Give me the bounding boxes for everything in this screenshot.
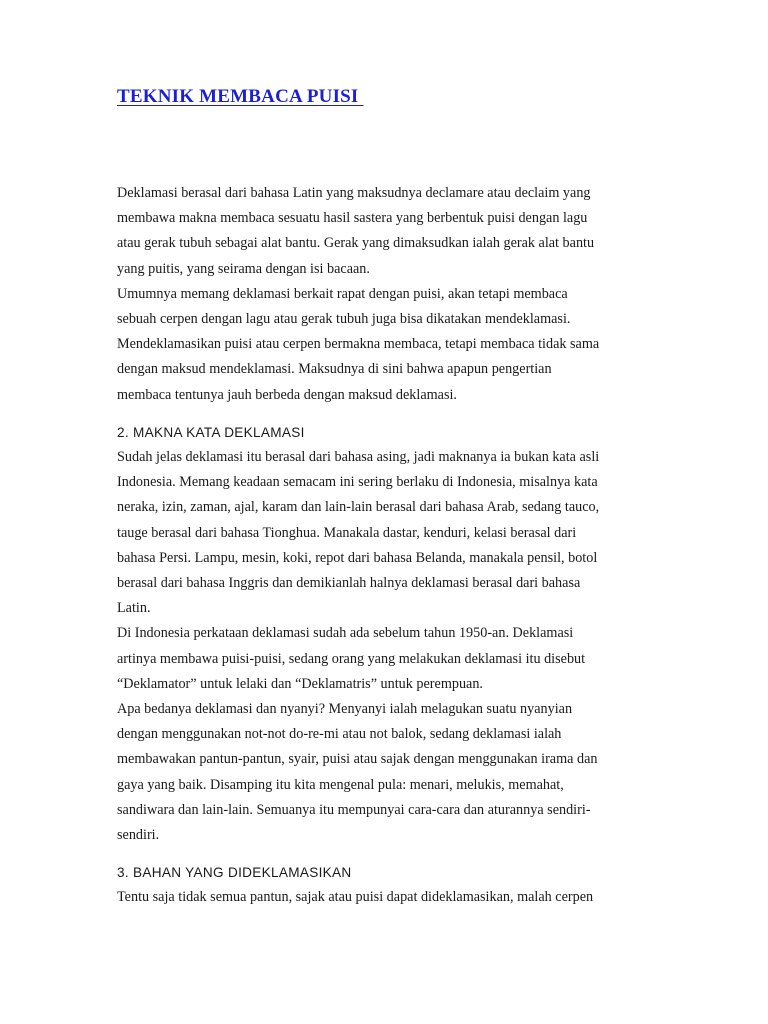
text-line: neraka, izin, zaman, ajal, karam dan lain-lain berasal dari bahasa Arab, sedang tauco, — [117, 499, 600, 516]
text-line: Indonesia. Memang keadaan semacam ini sering berlaku di Indonesia, misalnya kata — [117, 474, 598, 491]
text-line: gaya yang baik. Disamping itu kita mengenal pula: menari, melukis, memahat, — [117, 776, 564, 793]
text-line: Umumnya memang deklamasi berkait rapat dengan puisi, akan tetapi membaca — [117, 285, 568, 302]
section-heading: 2. MAKNA KATA DEKLAMASI — [117, 424, 305, 440]
text-line: artinya membawa puisi-puisi, sedang orang yang melakukan deklamasi itu disebut — [117, 650, 586, 667]
text-line: Apa bedanya deklamasi dan nyanyi? Menyanyi ialah melagukan suatu nyanyian — [117, 701, 573, 718]
text-line: Tentu saja tidak semua pantun, sajak atau puisi dapat dideklamasikan, malah cerpen — [117, 889, 594, 906]
text-line: membawakan pantun-pantun, syair, puisi atau sajak dengan menggunakan irama dan — [117, 751, 598, 768]
text-line: yang puitis, yang seirama dengan isi bacaan. — [117, 260, 370, 277]
paragraph — [117, 181, 652, 282]
text-line: tauge berasal dari bahasa Tionghua. Manakala dastar, kenduri, kelasi berasal dari — [117, 524, 577, 541]
paragraph — [117, 445, 652, 621]
text-line: sendiri. — [117, 827, 160, 844]
text-line: Di Indonesia perkataan deklamasi sudah ada sebelum tahun 1950-an. Deklamasi — [117, 625, 574, 642]
text-line: Deklamasi berasal dari bahasa Latin yang maksudnya declamare atau declaim yang — [117, 185, 591, 201]
text-line: sandiwara dan lain-lain. Semuanya itu mempunyai cara-cara dan aturannya sendiri- — [117, 801, 591, 818]
paragraph — [117, 885, 652, 910]
text-line: sebuah cerpen dengan lagu atau gerak tubuh juga bisa dikatakan mendeklamasi. — [117, 311, 571, 328]
text-line: dengan maksud mendeklamasi. Maksudnya di sini bahwa apapun pengertian — [117, 361, 552, 378]
document-body — [117, 181, 652, 911]
section-spacer — [117, 848, 652, 860]
text-line: membaca tentunya jauh berbeda dengan maksud deklamasi. — [117, 386, 457, 403]
text-line: Mendeklamasikan puisi atau cerpen bermakna membaca, tetapi membaca tidak sama — [117, 336, 600, 353]
text-line: dengan menggunakan not-not do-re-mi atau not balok, sedang deklamasi ialah — [117, 726, 562, 743]
text-line: berasal dari bahasa Inggris dan demikianlah halnya deklamasi berasal dari bahasa — [117, 575, 581, 592]
section-spacer — [117, 408, 652, 420]
document-title[interactable]: TEKNIK MEMBACA PUISI — [117, 86, 364, 107]
text-line: membawa makna membaca sesuatu hasil sastera yang berbentuk puisi dengan lagu — [117, 210, 588, 227]
text-line: Sudah jelas deklamasi itu berasal dari bahasa asing, jadi maknanya ia bukan kata asli — [117, 449, 600, 466]
section-heading: 3. BAHAN YANG DIDEKLAMASIKAN — [117, 865, 352, 881]
text-line: bahasa Persi. Lampu, mesin, koki, repot dari bahasa Belanda, manakala pensil, botol — [117, 549, 598, 566]
paragraph — [117, 697, 652, 848]
text-line: atau gerak tubuh sebagai alat bantu. Gerak yang dimaksudkan ialah gerak alat bantu — [117, 235, 595, 252]
paragraph — [117, 621, 652, 697]
paragraph — [117, 282, 652, 408]
text-line: Latin. — [117, 600, 151, 617]
text-line: “Deklamator” untuk lelaki dan “Deklamatris” untuk perempuan. — [117, 675, 483, 692]
